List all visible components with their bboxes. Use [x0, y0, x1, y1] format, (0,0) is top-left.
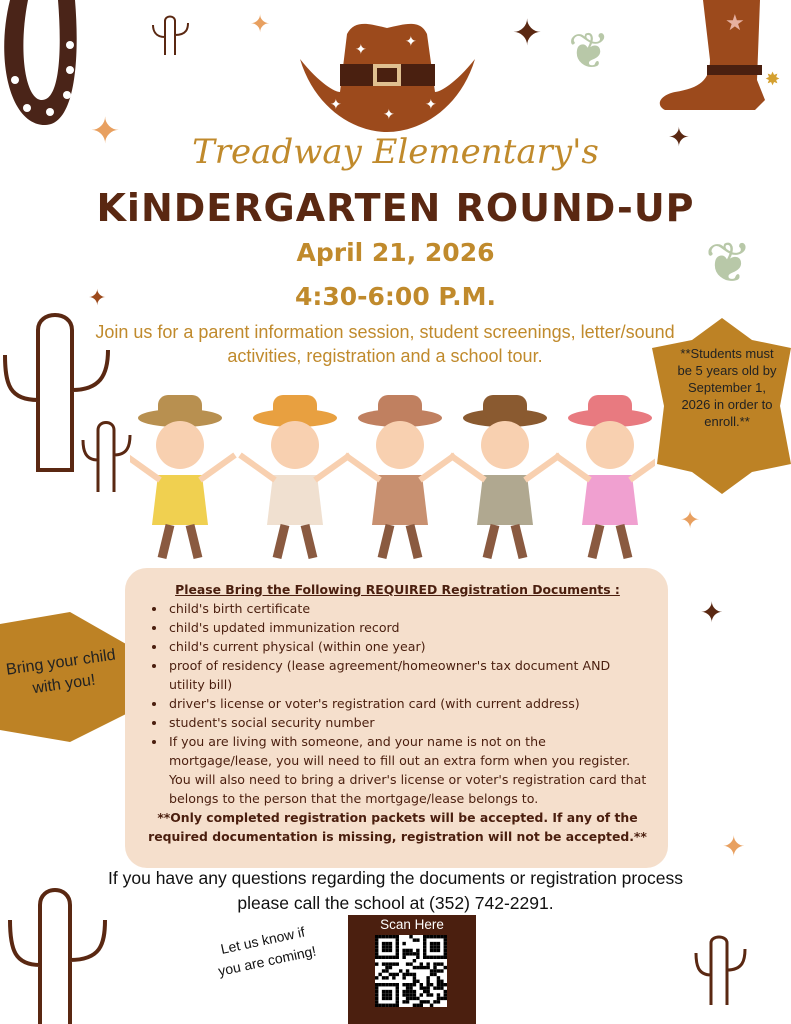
sparkle-icon: ✦ [512, 12, 543, 53]
document-item: • If you are living with someone, and your name is not on the mortgage/lease, you will need to fill out an extra form when you register. You will also need to bring a driver's license or voter's registration card that belongs to the person that the mortgage/lease belongs to. [167, 732, 648, 808]
sparkle-icon: ✦ [722, 831, 746, 862]
svg-text:✸: ✸ [765, 69, 781, 89]
svg-text:✦: ✦ [330, 96, 342, 112]
horseshoe-icon [0, 0, 80, 130]
qr-code[interactable] [375, 935, 447, 1007]
kid-figure [555, 395, 655, 558]
qr-label: Scan Here [380, 917, 444, 932]
contact-info [0, 866, 791, 916]
document-item: • proof of residency (lease agreement/homeowner's tax document AND utility bill) [167, 656, 648, 694]
svg-text:✦: ✦ [405, 33, 417, 49]
leaf-icon: ❦ [705, 231, 752, 294]
documents-heading: Please Bring the Following REQUIRED Registration Documents : [175, 582, 620, 597]
event-description: Join us for a parent information session, student screenings, letter/sound activities, registration and a school tour. [95, 322, 675, 366]
qr-code-panel[interactable] [348, 915, 476, 1024]
sparkle-icon: ✦ [668, 122, 690, 152]
kid-figure [130, 395, 235, 558]
required-documents-panel [125, 568, 668, 868]
documents-list [147, 599, 648, 808]
cactus-icon [693, 935, 748, 1007]
document-item: • child's current physical (within one year) [167, 637, 648, 656]
bring-child-text: Bring your child with you! [5, 646, 117, 698]
svg-text:✦: ✦ [383, 106, 395, 122]
age-notice-text: **Students must be 5 years old by September 1, 2026 in order to enroll.** [677, 346, 777, 429]
event-time: 4:30-6:00 P.M. [294, 282, 497, 311]
cowboy-hat-icon [295, 14, 480, 134]
kid-figure [240, 395, 350, 558]
document-item: • child's updated immunization record [167, 618, 648, 637]
leaf-icon: ❦ [568, 23, 610, 79]
sparkle-icon: ✦ [700, 597, 724, 628]
contact-text: If you have any questions regarding the documents or registration process please call the school at (352) 742-2291. [108, 868, 683, 913]
event-date: April 21, 2026 [296, 238, 495, 267]
kids-illustration [130, 390, 655, 565]
event-title: KiNDERGARTEN ROUND-UP [96, 186, 695, 230]
kid-figure [450, 395, 560, 558]
svg-text:★: ★ [725, 10, 745, 35]
document-item: • child's birth certificate [167, 599, 648, 618]
cactus-icon [80, 420, 135, 495]
rsvp-text: Let us know if you are coming! [216, 923, 318, 979]
completion-note: **Only completed registration packets will be accepted. If any of the required documentation is missing, registration will not be accepted.** [148, 810, 647, 844]
document-item: • student's social security number [167, 713, 648, 732]
kid-figure [345, 395, 455, 558]
svg-text:✦: ✦ [425, 96, 437, 112]
sparkle-icon: ✦ [90, 110, 121, 151]
cowboy-boot-icon [655, 0, 785, 115]
cactus-icon [150, 15, 192, 57]
sparkle-icon: ✦ [88, 285, 107, 310]
sparkle-icon: ✦ [250, 11, 271, 38]
sparkle-icon: ✦ [680, 507, 701, 534]
svg-text:✦: ✦ [355, 41, 367, 57]
document-item: • driver's license or voter's registration card (with current address) [167, 694, 648, 713]
school-name: Treadway Elementary's [192, 132, 599, 172]
